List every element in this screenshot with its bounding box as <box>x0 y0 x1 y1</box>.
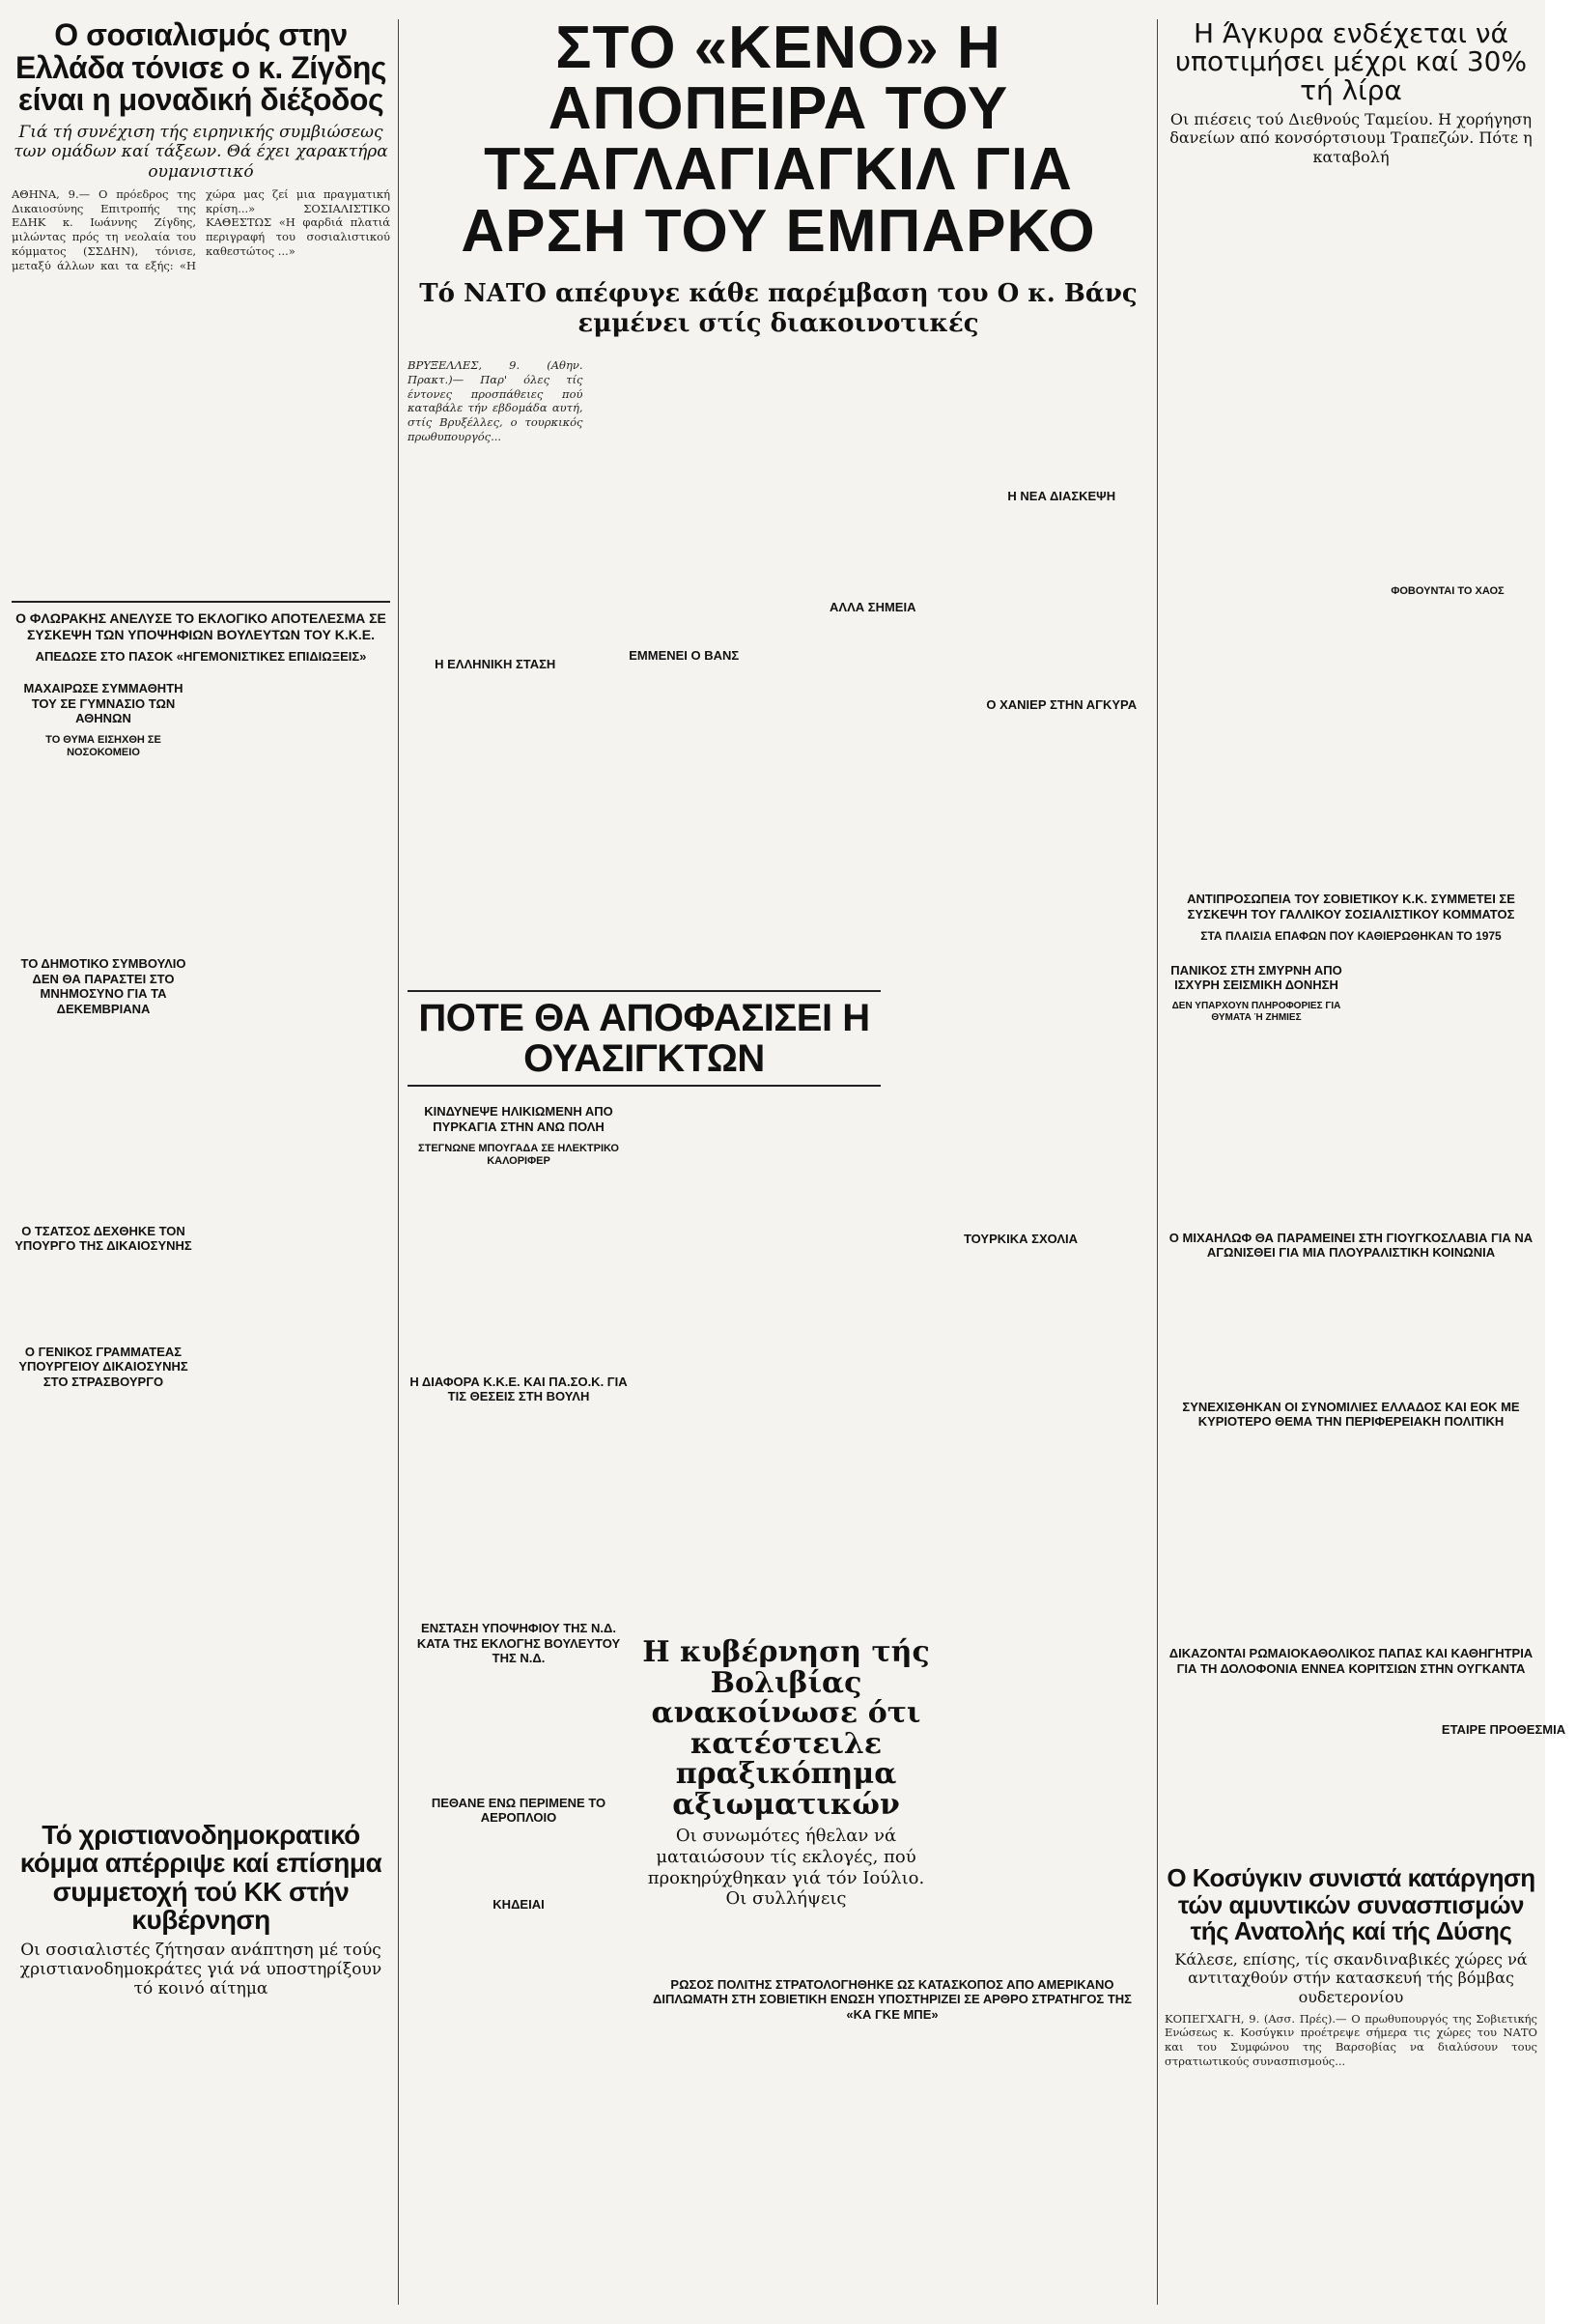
christian-democrat-article <box>12 1821 390 2005</box>
headline-spy: ΡΩΣΟΣ ΠΟΛΙΤΗΣ ΣΤΡΑΤΟΛΟΓΗΘΗΚΕ ΩΣ ΚΑΤΑΣΚΟΠΟΣ ΑΠΟ ΑΜΕΡΙΚΑΝΟ ΔΙΠΛΩΜΑΤΗ ΣΤΗ ΣΟΒΙΕΤΙΚΗ ΕΝΩΣΗ ΥΠΟΣΤΗΡΙΖΕΙ ΣΕ ΑΡΘΡΟ ΣΤΡΑΤΗΓΟΣ ΤΗΣ «ΚΑ ΓΚΕ ΜΠΕ» <box>653 1976 1132 2022</box>
hd-chaos: ΦΟΒΟΥΝΤΑΙ ΤΟ ΧΑΟΣ <box>1391 584 1505 597</box>
washington-body <box>641 1096 1143 1637</box>
section-rule <box>12 601 390 603</box>
subhead-kosygin: Κάλεσε, επίσης, τίς σκανδιναβικές χώρες νά αντιταχθούν στήν κατασκευή τής βόμβας ουδετερονίου <box>1174 1950 1528 2006</box>
subhead-christian-democrat: Οι σοσιαλιστές ζήτησαν ανάπτηση μέ τούς χριστιανοδημοκράτες γιά νά υποστηρίξουν τό κοινό αίτημα <box>19 1940 382 1999</box>
hd-greek-stance: Η ΕΛΛΗΝΙΚΗ ΣΤΑΣΗ <box>435 656 556 671</box>
nato-subcol <box>597 358 773 986</box>
text-filler <box>12 1023 195 1216</box>
hd-new-conference: Η ΝΕΑ ΔΙΑΣΚΕΨΗ <box>1007 489 1116 504</box>
subhead-soviet-delegation: ΣΤΑ ΠΛΑΙΣΙΑ ΕΠΑΦΩΝ ΠΟΥ ΚΑΘΙΕΡΩΘΗΚΑΝ ΤΟ 1975 <box>1200 929 1502 944</box>
text-filler <box>408 1672 630 1788</box>
lower-subcol <box>408 1096 630 2027</box>
headline-kosygin: Ο Κοσύγκιν συνιστά κατάργηση τών αμυντικών συνασπισμών τής Ανατολής καί τής Δύσης <box>1167 1863 1535 1945</box>
headline-smyrna: ΠΑΝΙΚΟΣ ΣΤΗ ΣΜΥΡΝΗ ΑΠΟ ΙΣΧΥΡΗ ΣΕΙΣΜΙΚΗ ΔΟΝΗΣΗ <box>1170 962 1342 993</box>
subhead-fire: ΣΤΕΓΝΩΝΕ ΜΠΟΥΓΑΔΑ ΣΕ ΗΛΕΚΤΡΙΚΟ ΚΑΛΟΡΙΦΕΡ <box>418 1142 619 1167</box>
nato-subcol <box>785 358 961 986</box>
text-filler <box>1165 1266 1537 1392</box>
hd-turkish-comments: ΤΟΥΡΚΙΚΑ ΣΧΟΛΙΑ <box>963 1232 1079 1247</box>
column-rule <box>398 19 399 2305</box>
subhead-bolivia: Οι συνωμότες ήθελαν νά ματαιώσουν τίς εκλογές, πού προκηρύχθηκαν γιά τόν Ιούλιο. Οι συλλήψεις <box>647 1826 925 1910</box>
text-filler <box>1165 1435 1537 1638</box>
nato-article <box>408 358 1149 986</box>
hd-vance: ΕΜΜΕΝΕΙ Ο ΒΑΝΣ <box>629 648 740 664</box>
headline-washington: ΠΟΤΕ ΘΑ ΑΠΟΦΑΣΙΣΕΙ Η ΟΥΑΣΙΓΚΤΩΝ <box>408 990 881 1087</box>
article-kosygin: ΚΟΠΕΓΧΑΓΗ, 9. (Ασσ. Πρές).— Ο πρωθυπουργός της Σοβιετικής Ενώσεως κ. Κοσύγκιν προέτρεψε σήμερα τις χώρες του ΝΑΤΟ και του Συμφώνου της Βαρσοβίας να διαλύσουν τους στρατιωτικούς συνασπισμούς... <box>1165 2011 1537 2068</box>
headline-tsatsos: Ο ΤΣΑΤΣΟΣ ΔΕΧΘΗΚΕ ΤΟΝ ΥΠΟΥΡΓΟ ΤΗΣ ΔΙΚΑΙΟΣΥΝΗΣ <box>14 1223 192 1254</box>
headline-funerals: ΚΗΔΕΙΑΙ <box>492 1897 545 1913</box>
headline-mihailov: Ο ΜΙΧΑΗΛΩΦ ΘΑ ΠΑΡΑΜΕΙΝΕΙ ΣΤΗ ΓΙΟΥΓΚΟΣΛΑΒΙΑ ΓΙΑ ΝΑ ΑΓΩΝΙΣΘΕΙ ΓΙΑ ΜΙΑ ΠΛΟΥΡΑΛΙΣΤΙΚΗ ΚΟΙΝΩΝΙΑ <box>1168 1230 1534 1261</box>
subhead-smyrna: ΔΕΝ ΥΠΑΡΧΟΥΝ ΠΛΗΡΟΦΟΡΙΕΣ ΓΙΑ ΘΥΜΑΤΑ Ή ΖΗΜΙΕΣ <box>1171 1000 1341 1023</box>
hd-haniel-ankara: Ο ΧΑΝΙΕΡ ΣΤΗΝ ΑΓΚΥΡΑ <box>986 696 1138 712</box>
headline-objection: ΕΝΣΤΑΣΗ ΥΠΟΨΗΦΙΟΥ ΤΗΣ Ν.Δ. ΚΑΤΑ ΤΗΣ ΕΚΛΟΓΗΣ ΒΟΥΛΕΥΤΟΥ ΤΗΣ Ν.Δ. <box>416 1621 621 1666</box>
hd-deadline: ΕΤΑΙΡΕ ΠΡΟΘΕΣΜΙΑ <box>1441 1722 1566 1737</box>
text-filler <box>1165 172 1537 578</box>
text-filler <box>1165 604 1537 884</box>
banner-headline: ΣΤΟ «ΚΕΝΟ» Η ΑΠΟΠΕΙΡΑ ΤΟΥ ΤΣΑΓΛΑΓΙΑΓΚΙΛ ΓΙΑ ΑΡΣΗ ΤΟΥ ΕΜΠΑΡΚΟ <box>461 14 1096 265</box>
headline-municipal: ΤΟ ΔΗΜΟΤΙΚΟ ΣΥΜΒΟΥΛΙΟ ΔΕΝ ΘΑ ΠΑΡΑΣΤΕΙ ΣΤΟ ΜΝΗΜΟΣΥΝΟ ΓΙΑ ΤΑ ΔΕΚΕΜΒΡΙΑΝΑ <box>20 956 186 1017</box>
column-rule <box>1157 19 1158 2305</box>
article-text: ΑΘΗΝΑ, 9.— Ο πρόεδρος της Δικαιοσύνης Επιτροπής της ΕΔΗΚ κ. Ιωάννης Ζίγδης, μιλώντας πρός τη νεολαία του κόμματος (ΣΣΔΗΝ), τόνισε, μεταξύ άλλων και τα εξής: «Η χώρα μας ζεί μια πραγματική κρίση...» ΣΟΣΙΑΛΙΣΤΙΚΟ ΚΑΘΕΣΤΩΣ «Η φαρδιά πλατιά περιγραφή του σοσιαλιστικού καθεστώτος ...» <box>12 186 390 272</box>
nato-subcol <box>408 358 583 986</box>
nato-subcol <box>974 358 1150 986</box>
headline-talks: ΣΥΝΕΧΙΣΘΗΚΑΝ ΟΙ ΣΥΝΟΜΙΛΙΕΣ ΕΛΛΑΔΟΣ ΚΑΙ ΕΟΚ ΜΕ ΚΥΡΙΟΤΕΡΟ ΘΕΜΑ ΤΗΝ ΠΕΡΙΦΕΡΕΙΑΚΗ ΠΟΛΙΤΙΚΗ <box>1182 1399 1520 1430</box>
headline-difference: Η ΔΙΑΦΟΡΑ Κ.Κ.Ε. ΚΑΙ ΠΑ.ΣΟ.Κ. ΓΙΑ ΤΙΣ ΘΕΣΕΙΣ ΣΤΗ ΒΟΥΛΗ <box>409 1374 628 1404</box>
right-column <box>1165 0 1537 2324</box>
text-filler <box>898 1096 1143 1637</box>
nato-lead: ΒΡΥΞΕΛΛΕΣ, 9. (Αθην. Πρακτ.)— Παρ' όλες τίς έντονες προσπάθειες πού καταβάλε τήν εβδομάδα αυτή, στίς Βρυξέλλες, ο τουρκικός πρωθυπουργός... <box>408 358 583 443</box>
headline-zigdis: Ο σοσιαλισμός στην Ελλάδα τόνισε ο κ. Ζίγδης είναι η μοναδική διέξοδος <box>14 17 387 118</box>
text-filler <box>408 1410 630 1613</box>
headline-christian-democrat: Τό χριστιανοδημοκρατικό κόμμα απέρριψε καί επίσημα συμμετοχή τού ΚΚ στήν κυβέρνηση <box>19 1820 382 1936</box>
two-column-block <box>12 673 390 1396</box>
headline-fire: ΚΙΝΔΥΝΕΨΕ ΗΛΙΚΙΩΜΕΝΗ ΑΠΟ ΠΥΡΚΑΓΙΑ ΣΤΗΝ ΑΝΩ ΠΟΛΗ <box>424 1104 613 1134</box>
hd-other-points: ΑΛΛΑ ΣΗΜΕΙΑ <box>830 600 916 615</box>
headline-died: ΠΕΘΑΝΕ ΕΝΩ ΠΕΡΙΜΕΝΕ ΤΟ ΑΕΡΟΠΛΟΙΟ <box>431 1795 606 1826</box>
headline-secretary: Ο ΓΕΝΙΚΟΣ ΓΡΑΜΜΑΤΕΑΣ ΥΠΟΥΡΓΕΙΟΥ ΔΙΚΑΙΟΣΥΝΗΣ ΣΤΟ ΣΤΡΑΣΒΟΥΡΓΟ <box>18 1344 188 1390</box>
headline-florakis: Ο ΦΛΩΡΑΚΗΣ ΑΝΕΛΥΣΕ ΤΟ ΕΚΛΟΓΙΚΟ ΑΠΟΤΕΛΕΣΜΑ ΣΕ ΣΥΣΚΕΨΗ ΤΩΝ ΥΠΟΨΗΦΙΩΝ ΒΟΥΛΕΥΤΩΝ ΤΟΥ Κ.Κ.Ε. <box>15 609 386 642</box>
left-column <box>12 0 390 2324</box>
subhead-ankara-lira: Οι πιέσεις τού Διεθνούς Ταμείου. Η χορήγηση δανείων από κονσόρτσιουμ Τραπεζών. Πότε η καταβολή <box>1169 110 1533 166</box>
subhead-florakis: ΑΠΕΔΩΣΕ ΣΤΟ ΠΑΣΟΚ «ΗΓΕΜΟΝΙΣΤΙΚΕΣ ΕΠΙΔΙΩΞΕΙΣ» <box>35 648 367 664</box>
subcolumn-right <box>205 673 388 1396</box>
headline-ankara-lira: Η Άγκυρα ενδέχεται νά υποτιμήσει μέχρι καί 30% τή λίρα <box>1174 17 1528 106</box>
article-zigdis <box>12 187 390 593</box>
text-filler <box>408 1174 630 1367</box>
text-filler <box>12 1260 195 1337</box>
subhead-zigdis: Γιά τή συνέχιση τής ειρηνικής συμβιώσεως των ομάδων καί τάξεων. Θά έχει χαρακτήρα ουμανιστικό <box>14 122 388 182</box>
text-filler <box>641 1096 886 1637</box>
text-filler <box>12 765 195 949</box>
headline-soviet-delegation: ΑΝΤΙΠΡΟΣΩΠΕΙΑ ΤΟΥ ΣΟΒΙΕΤΙΚΟΥ Κ.Κ. ΣΥΜΜΕΤΕΙ ΣΕ ΣΥΣΚΕΨΗ ΤΟΥ ΓΑΛΛΙΚΟΥ ΣΟΣΙΑΛΙΣΤΙΚΟΥ ΚΟΜΜΑΤΟΣ <box>1187 891 1515 921</box>
headline-stabbing: ΜΑΧΑΙΡΩΣΕ ΣΥΜΜΑΘΗΤΗ ΤΟΥ ΣΕ ΓΥΜΝΑΣΙΟ ΤΩΝ ΑΘΗΝΩΝ <box>23 681 183 726</box>
headline-bolivia: Η κυβέρνηση τής Βολιβίας ανακοίνωσε ότι κατέστειλε πραξικόπημα αξιωματικών <box>642 1635 930 1822</box>
text-filler <box>1165 1682 1537 1865</box>
subcolumn-left <box>12 673 195 1396</box>
subhead-stabbing: ΤΟ ΘΥΜΑ ΕΙΣΗΧΘΗ ΣΕ ΝΟΣΟΚΟΜΕΙΟ <box>45 733 161 759</box>
text-filler <box>408 1831 630 1889</box>
banner-subhead: Τό ΝΑΤΟ απέφυγε κάθε παρέμβαση του Ο κ. Βάνς εμμένει στίς διακοινοτικές <box>419 278 1138 339</box>
text-filler <box>1165 1030 1537 1223</box>
headline-priest-trial: ΔΙΚΑΖΟΝΤΑΙ ΡΩΜΑΙΟΚΑΘΟΛΙΚΟΣ ΠΑΠΑΣ ΚΑΙ ΚΑΘΗΓΗΤΡΙΑ ΓΙΑ ΤΗ ΔΟΛΟΦΟΝΙΑ ΕΝΝΕΑ ΚΟΡΙΤΣΙΩΝ ΣΤΗΝ ΟΥΓΚΑΝΤΑ <box>1168 1646 1534 1676</box>
